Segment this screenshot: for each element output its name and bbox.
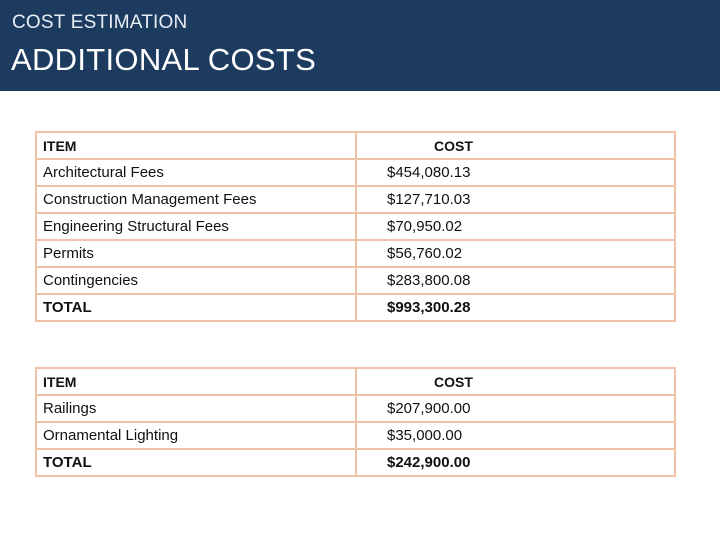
- table-row: [36, 240, 675, 267]
- row-item: Architectural Fees: [36, 159, 356, 186]
- total-row: [36, 294, 675, 321]
- column-header-cost-label: COST: [434, 373, 473, 390]
- row-item: Engineering Structural Fees: [36, 213, 356, 240]
- column-header-cost-label: COST: [434, 137, 473, 154]
- row-cost: $127,710.03: [356, 186, 675, 213]
- row-cost: $35,000.00: [356, 422, 675, 449]
- column-header-item: ITEM: [36, 368, 356, 395]
- row-item: Permits: [36, 240, 356, 267]
- table-header-row: [36, 368, 675, 395]
- section-kicker: COST ESTIMATION: [12, 12, 188, 33]
- column-header-cost: [356, 368, 675, 395]
- cost-table-primary: [35, 131, 676, 322]
- total-row: [36, 449, 675, 476]
- table-header-row: [36, 132, 675, 159]
- table-row: [36, 267, 675, 294]
- row-item: Ornamental Lighting: [36, 422, 356, 449]
- table-row: [36, 186, 675, 213]
- table-row: [36, 159, 675, 186]
- row-item: Contingencies: [36, 267, 356, 294]
- header-banner: [0, 0, 720, 91]
- row-cost: $56,760.02: [356, 240, 675, 267]
- table-row: [36, 422, 675, 449]
- row-cost: $283,800.08: [356, 267, 675, 294]
- table-row: [36, 395, 675, 422]
- row-cost: $207,900.00: [356, 395, 675, 422]
- column-header-item: ITEM: [36, 132, 356, 159]
- total-value: $242,900.00: [356, 449, 675, 476]
- table-row: [36, 213, 675, 240]
- row-item: Construction Management Fees: [36, 186, 356, 213]
- row-item: Railings: [36, 395, 356, 422]
- column-header-cost: [356, 132, 675, 159]
- total-label: TOTAL: [36, 294, 356, 321]
- row-cost: $70,950.02: [356, 213, 675, 240]
- cost-table-secondary: [35, 367, 676, 477]
- total-label: TOTAL: [36, 449, 356, 476]
- row-cost: $454,080.13: [356, 159, 675, 186]
- page-title: ADDITIONAL COSTS: [11, 42, 317, 77]
- total-value: $993,300.28: [356, 294, 675, 321]
